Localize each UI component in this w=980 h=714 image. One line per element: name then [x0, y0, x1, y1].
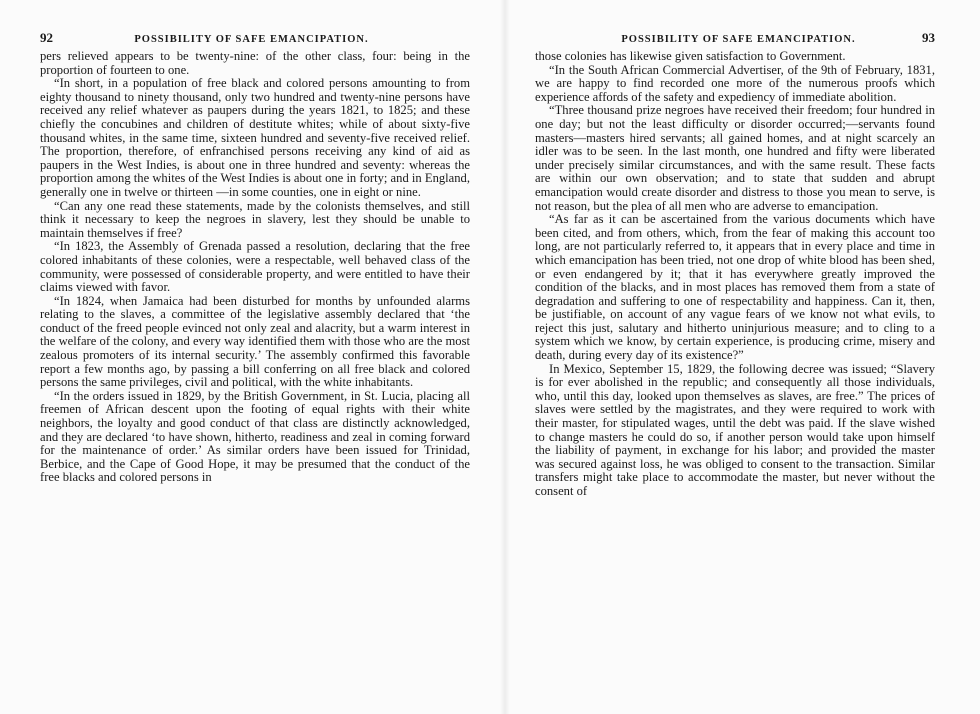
right-running-title: POSSIBILITY OF SAFE EMANCIPATION.	[621, 34, 856, 45]
right-page	[535, 30, 935, 680]
right-paragraph-3: “Three thousand prize negroes have received their freedom; four hundred in one day; but not the least difficulty or disorder occurred;—servants found masters—masters hired servants; all gained homes, and at night scarcely an idler was to be seen. In the last month, one hundred and fifty were liberated under precisely similar circumstances, and with the same result. These facts are within our own observation; and to state that sudden and abrupt emancipation would create disorder and distress to those you mean to serve, is not reason, but the plea of all men who are adverse to emancipation.	[535, 103, 935, 213]
left-paragraph-6: “In the orders issued in 1829, by the British Government, in St. Lucia, placing all freemen of African descent upon the footing of equal rights with their white neighbors, the loyalty and good conduct of that class are distinctly acknowledged, and they are declared ‘to have shown, hitherto, readiness and zeal in coming forward for the maintenance of order.’ As similar orders have been issued for Trinidad, Berbice, and the Cape of Good Hope, it may be presumed that the conduct of the free blacks and colored persons in	[40, 388, 470, 485]
left-paragraph-4: “In 1823, the Assembly of Grenada passed a resolution, declaring that the free colored inhabitants of these colonies, were a respectable, well behaved class of the community, were possessed of considerable property, and were entitled to have their claims viewed with favor.	[40, 239, 470, 295]
left-page	[40, 30, 470, 680]
right-paragraph-1: those colonies has likewise given satisfaction to Government.	[535, 49, 846, 63]
right-paragraph-2: “In the South African Commercial Advertiser, of the 9th of February, 1831, we are happy to find recorded one more of the numerous proofs which experience affords of the safety and expediency of immediate abolition.	[535, 62, 935, 104]
left-paragraph-2: “In short, in a population of free black and colored persons amounting to from eighty thousand to ninety thousand, only two hundred and twenty-nine persons have received any relief whatever as paupers during the years 1821, to 1825; and these chiefly the concubines and children of destitute whites; while of about sixty-five thousand whites, in the same time, sixteen hundred and seventy-five received relief. The proportion, therefore, of enfranchised persons receiving any kind of aid as paupers in the West Indies, is about one in three hundred and seventy: whereas the proportion among the whites of the West Indies is about one in forty; and in England, generally one in twelve or thirteen —in some counties, one in eight or nine.	[40, 76, 470, 199]
left-running-head	[40, 30, 470, 44]
right-page-text	[535, 50, 935, 499]
left-paragraph-1: pers relieved appears to be twenty-nine: of the other class, four: being in the proportion of fourteen to one.	[40, 49, 470, 77]
right-running-head	[535, 30, 935, 44]
left-paragraph-5: “In 1824, when Jamaica had been disturbed for months by unfounded alarms relating to the slaves, a committee of the legislative assembly declared that ‘the conduct of the freed people evinced not only zeal and alacrity, but a warm interest in the welfare of the colony, and every way identified them with those who are the most zealous promoters of its internal security.’ The assembly confirmed this favorable report a few months ago, by passing a bill conferring on all free black and colored persons the same privileges, civil and political, with the white inhabitants.	[40, 293, 470, 390]
left-page-number: 92	[40, 30, 53, 45]
left-running-title: POSSIBILITY OF SAFE EMANCIPATION.	[134, 34, 369, 45]
left-page-text	[40, 50, 470, 485]
left-paragraph-3: “Can any one read these statements, made by the colonists themselves, and still think it necessary to keep the negroes in slavery, lest they should be unable to maintain themselves if free?	[40, 198, 470, 240]
right-page-number: 93	[922, 30, 935, 45]
right-paragraph-5: In Mexico, September 15, 1829, the following decree was issued; “Slavery is for ever abolished in the republic; and consequently all those individuals, who, until this day, looked upon themselves as slaves, are free.” The prices of slaves were settled by the magistrates, and they were required to work with their master, for stipulated wages, until the debt was paid. If the slave wished to change masters he could do so, if another person would take upon himself the liability of payment, in exchange for his labor; and provided the master was secured against loss, he was obliged to consent to the transaction. Similar transfers might take place to accommodate the master, but never without the consent of	[535, 361, 935, 498]
right-paragraph-4: “As far as it can be ascertained from the various documents which have been cited, and from others, which, from the fear of making this account too long, are not particularly referred to, it appears that in every place and time in which emancipation has been tried, not one drop of white blood has been shed, or even endangered by it; that it has everywhere greatly improved the condition of the blacks, and in most places has removed them from a state of degradation and suffering to one of respectability and happiness. Can it, then, be justifiable, on account of any vague fears of we know not what evils, to reject this just, salutary and hitherto uninjurious measure; and to cling to a system which we know, by certain experience, is producing crime, misery and death, during every day of its existence?”	[535, 212, 935, 363]
book-gutter	[500, 0, 510, 714]
